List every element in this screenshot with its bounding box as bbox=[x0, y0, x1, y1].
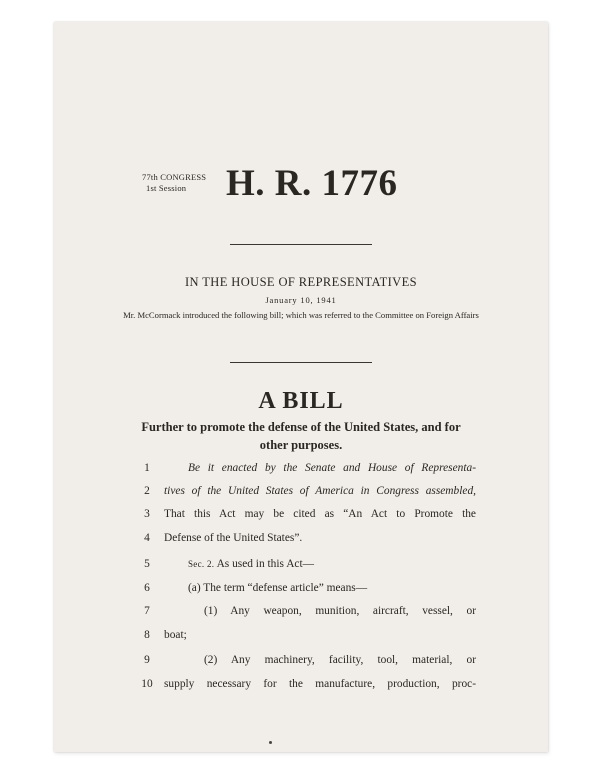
enacting-clause: tives of the United States of America in Congress assembled, bbox=[164, 485, 476, 497]
bill-text: supply necessary for the manufacture, production, proc- bbox=[164, 678, 476, 690]
introduction-date: January 10, 1941 bbox=[265, 295, 337, 305]
page-mark bbox=[269, 741, 272, 744]
bill-text: (2) Any machinery, facility, tool, material, or bbox=[204, 654, 476, 666]
section-text bbox=[164, 558, 476, 570]
line-number: 9 bbox=[144, 654, 150, 666]
numbered-line bbox=[54, 508, 548, 528]
line-number: 4 bbox=[144, 532, 150, 544]
session-label: 1st Session bbox=[146, 183, 187, 193]
line-number: 7 bbox=[144, 605, 150, 617]
bill-purpose: Further to promote the defense of the United States, and for other purposes. bbox=[141, 420, 461, 452]
document-page bbox=[54, 22, 548, 752]
divider-rule bbox=[230, 244, 372, 245]
numbered-line bbox=[54, 654, 548, 674]
bill-title: A BILL bbox=[258, 388, 344, 414]
enacting-clause: Be it enacted by the Senate and House of Representa- bbox=[188, 462, 476, 474]
numbered-line bbox=[54, 558, 548, 578]
bill-number: H. R. 1776 bbox=[226, 163, 398, 204]
numbered-line bbox=[54, 678, 548, 698]
line-number: 1 bbox=[144, 462, 150, 474]
line-number: 8 bbox=[144, 629, 150, 641]
bill-text: Defense of the United States”. bbox=[164, 532, 303, 544]
bill-text: (1) Any weapon, munition, aircraft, vessel, or bbox=[204, 605, 476, 617]
section-label: Sec. 2. bbox=[188, 559, 215, 569]
numbered-line bbox=[54, 629, 548, 649]
line-number: 10 bbox=[141, 678, 153, 690]
section-body: As used in this Act— bbox=[216, 558, 315, 570]
introduction-statement: Mr. McCormack introduced the following bill; which was referred to the Committee on Foreign Affairs bbox=[123, 310, 479, 320]
congress-label: 77th CONGRESS bbox=[142, 172, 207, 182]
bill-text: That this Act may be cited as “An Act to Promote the bbox=[164, 508, 476, 520]
line-number: 3 bbox=[144, 508, 150, 520]
line-number: 5 bbox=[144, 558, 150, 570]
numbered-line bbox=[54, 462, 548, 482]
bill-text: (a) The term “defense article” means— bbox=[188, 582, 368, 594]
line-number: 2 bbox=[144, 485, 150, 497]
numbered-line bbox=[54, 532, 548, 552]
numbered-line bbox=[54, 605, 548, 625]
numbered-line bbox=[54, 582, 548, 602]
congress-session-label bbox=[142, 172, 206, 194]
numbered-line bbox=[54, 485, 548, 505]
divider-rule bbox=[230, 362, 372, 363]
line-number: 6 bbox=[144, 582, 150, 594]
chamber-heading: IN THE HOUSE OF REPRESENTATIVES bbox=[184, 275, 417, 289]
bill-text: boat; bbox=[164, 629, 187, 641]
